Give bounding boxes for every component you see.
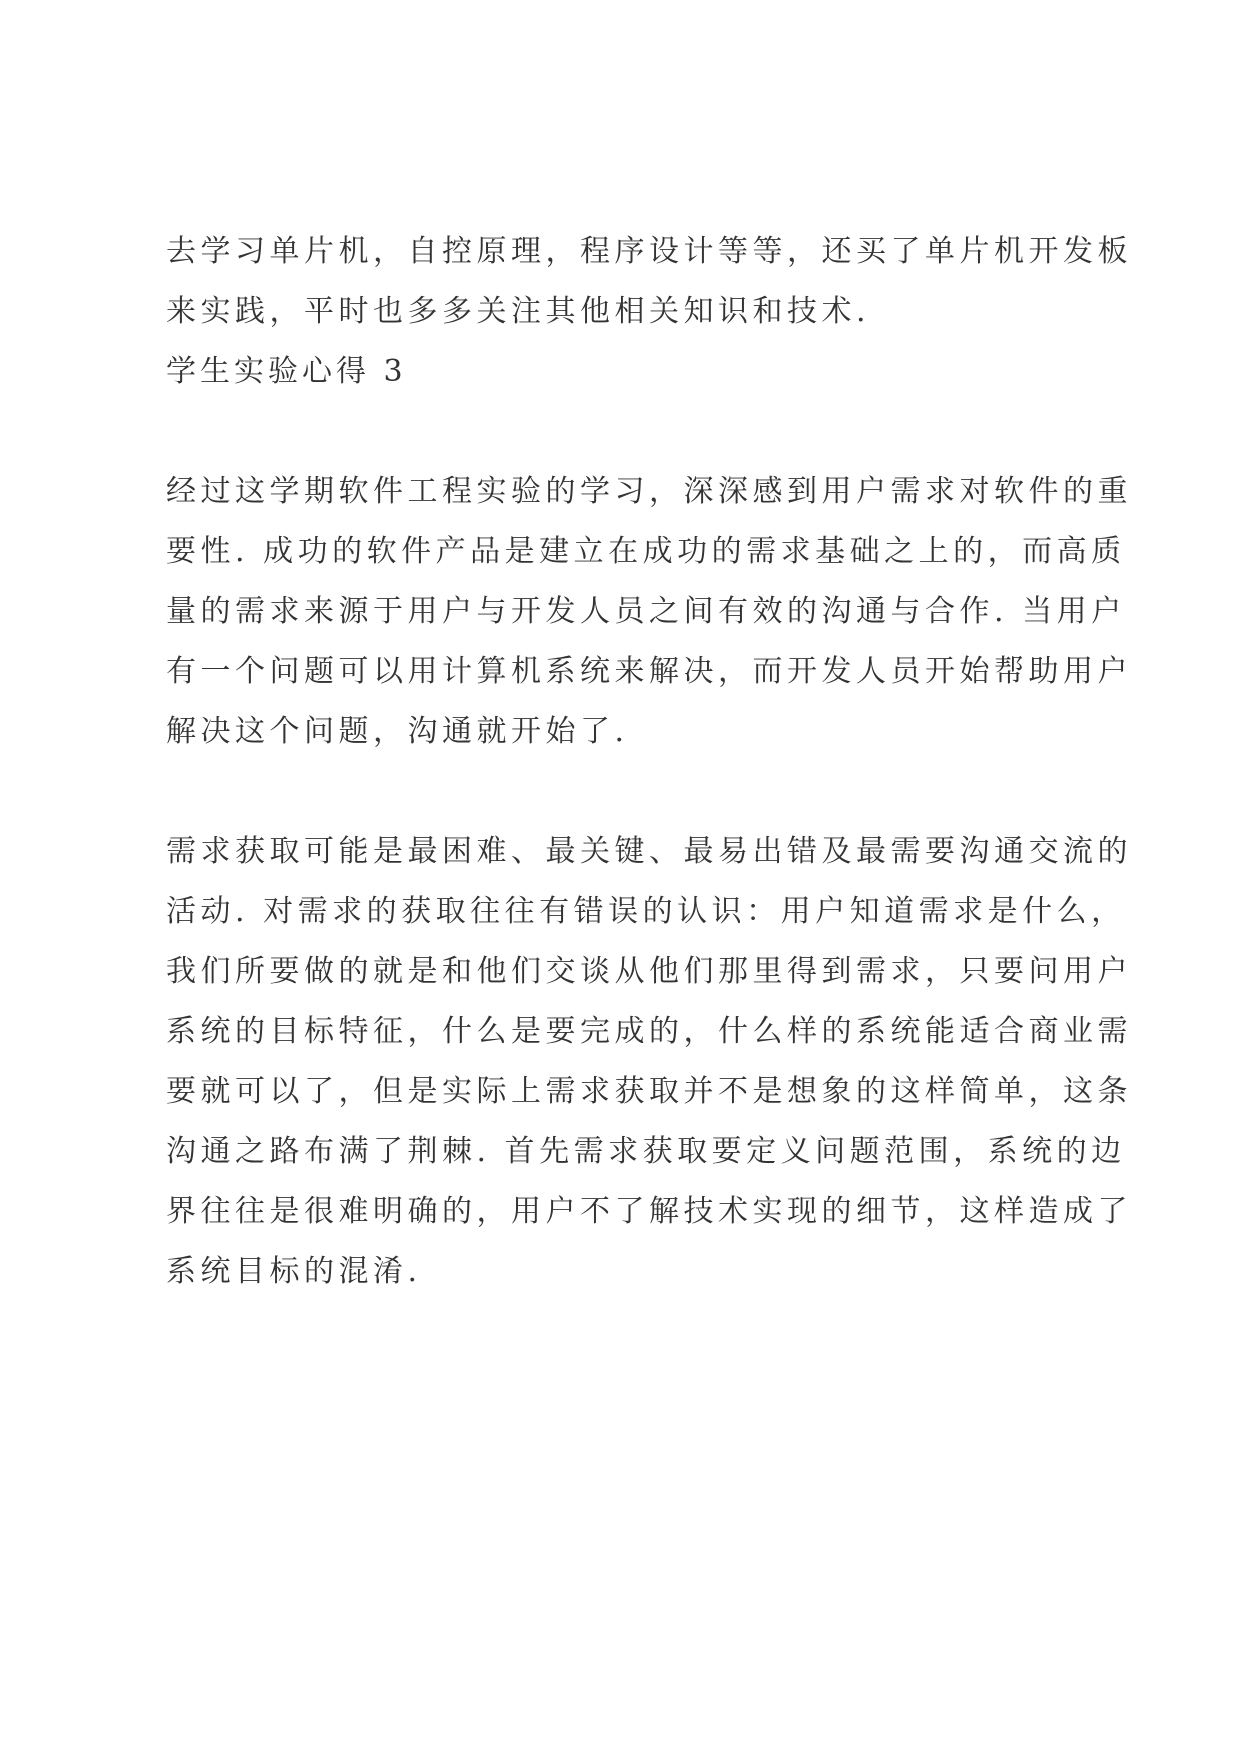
document-body <box>166 222 1132 1302</box>
paragraph-line: 解决这个问题，沟通就开始了. <box>166 714 629 749</box>
paragraph-line: 界往往是很难明确的，用户不了解技术实现的细节，这样造成了 <box>166 1194 1132 1229</box>
paragraph-line: 要就可以了，但是实际上需求获取并不是想象的这样简单，这条 <box>166 1074 1132 1109</box>
paragraph-line: 量的需求来源于用户与开发人员之间有效的沟通与合作. 当用户 <box>166 594 1126 629</box>
paragraph-line: 需求获取可能是最困难、最关键、最易出错及最需要沟通交流的 <box>166 834 1132 869</box>
paragraph-line: 活动. 对需求的获取往往有错误的认识：用户知道需求是什么， <box>166 894 1126 929</box>
paragraph-line: 要性. 成功的软件产品是建立在成功的需求基础之上的，而高质 <box>166 534 1126 569</box>
paragraph-line: 系统的目标特征，什么是要完成的，什么样的系统能适合商业需 <box>166 1014 1132 1049</box>
paragraph-line: 沟通之路布满了荆棘. 首先需求获取要定义问题范围，系统的边 <box>166 1134 1126 1169</box>
paragraph-line: 来实践，平时也多多关注其他相关知识和技术. <box>166 294 871 329</box>
paragraph-2 <box>166 462 1132 762</box>
paragraph-3 <box>166 822 1132 1302</box>
paragraph-line: 去学习单片机，自控原理，程序设计等等，还买了单片机开发板 <box>166 234 1132 269</box>
paragraph-line: 我们所要做的就是和他们交谈从他们那里得到需求，只要问用户 <box>166 954 1132 989</box>
section-heading: 学生实验心得 3 <box>166 354 407 389</box>
paragraph-line: 系统目标的混淆. <box>166 1254 422 1289</box>
paragraph-line: 经过这学期软件工程实验的学习，深深感到用户需求对软件的重 <box>166 474 1132 509</box>
paragraph-line: 有一个问题可以用计算机系统来解决，而开发人员开始帮助用户 <box>166 654 1132 689</box>
paragraph-1 <box>166 222 1132 342</box>
